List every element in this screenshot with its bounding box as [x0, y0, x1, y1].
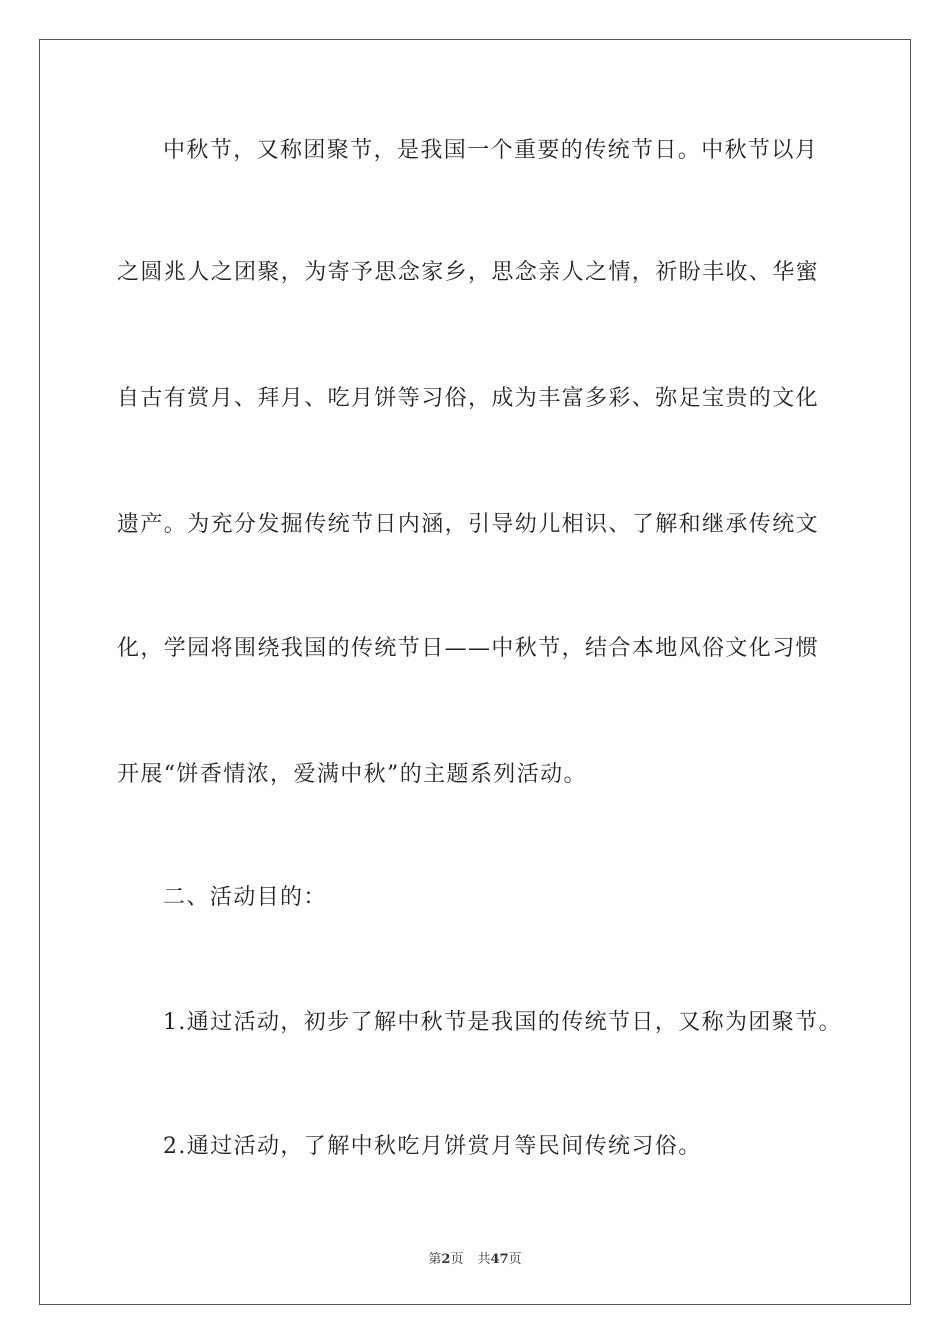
- list-item-2: 2.通过活动，了解中秋吃月饼赏月等民间传统习俗。: [163, 1134, 702, 1159]
- page-border: [39, 39, 911, 1305]
- paragraph-line-2: 之圆兆人之团聚，为寄予思念家乡，思念亲人之情，祈盼丰收、华蜜: [117, 260, 820, 285]
- paragraph-line-5: 化，学园将围绕我国的传统节日——中秋节，结合本地风俗文化习惯: [117, 636, 820, 661]
- footer-page-suffix: 页: [450, 1252, 464, 1267]
- paragraph-line-1: 中秋节，又称团聚节，是我国一个重要的传统节日。中秋节以月: [163, 138, 819, 163]
- paragraph-line-4: 遗产。为充分发掘传统节日内涵，引导幼儿相识、了解和继承传统文: [117, 512, 820, 537]
- paragraph-line-6: 开展“饼香情浓，爱满中秋”的主题系列活动。: [117, 762, 587, 787]
- list-item-1: 1.通过活动，初步了解中秋节是我国的传统节日，又称为团聚节。: [163, 1010, 842, 1035]
- total-page-count: 47: [490, 1252, 509, 1267]
- footer-prefix: 第: [428, 1252, 442, 1267]
- page-footer: [0, 1248, 950, 1267]
- current-page-number: 2: [441, 1252, 451, 1267]
- footer-total-prefix: 共: [477, 1252, 491, 1267]
- section-heading: 二、活动目的：: [163, 885, 327, 910]
- paragraph-line-3: 自古有赏月、拜月、吃月饼等习俗，成为丰富多彩、弥足宝贵的文化: [117, 386, 820, 411]
- footer-total-suffix: 页: [508, 1252, 522, 1267]
